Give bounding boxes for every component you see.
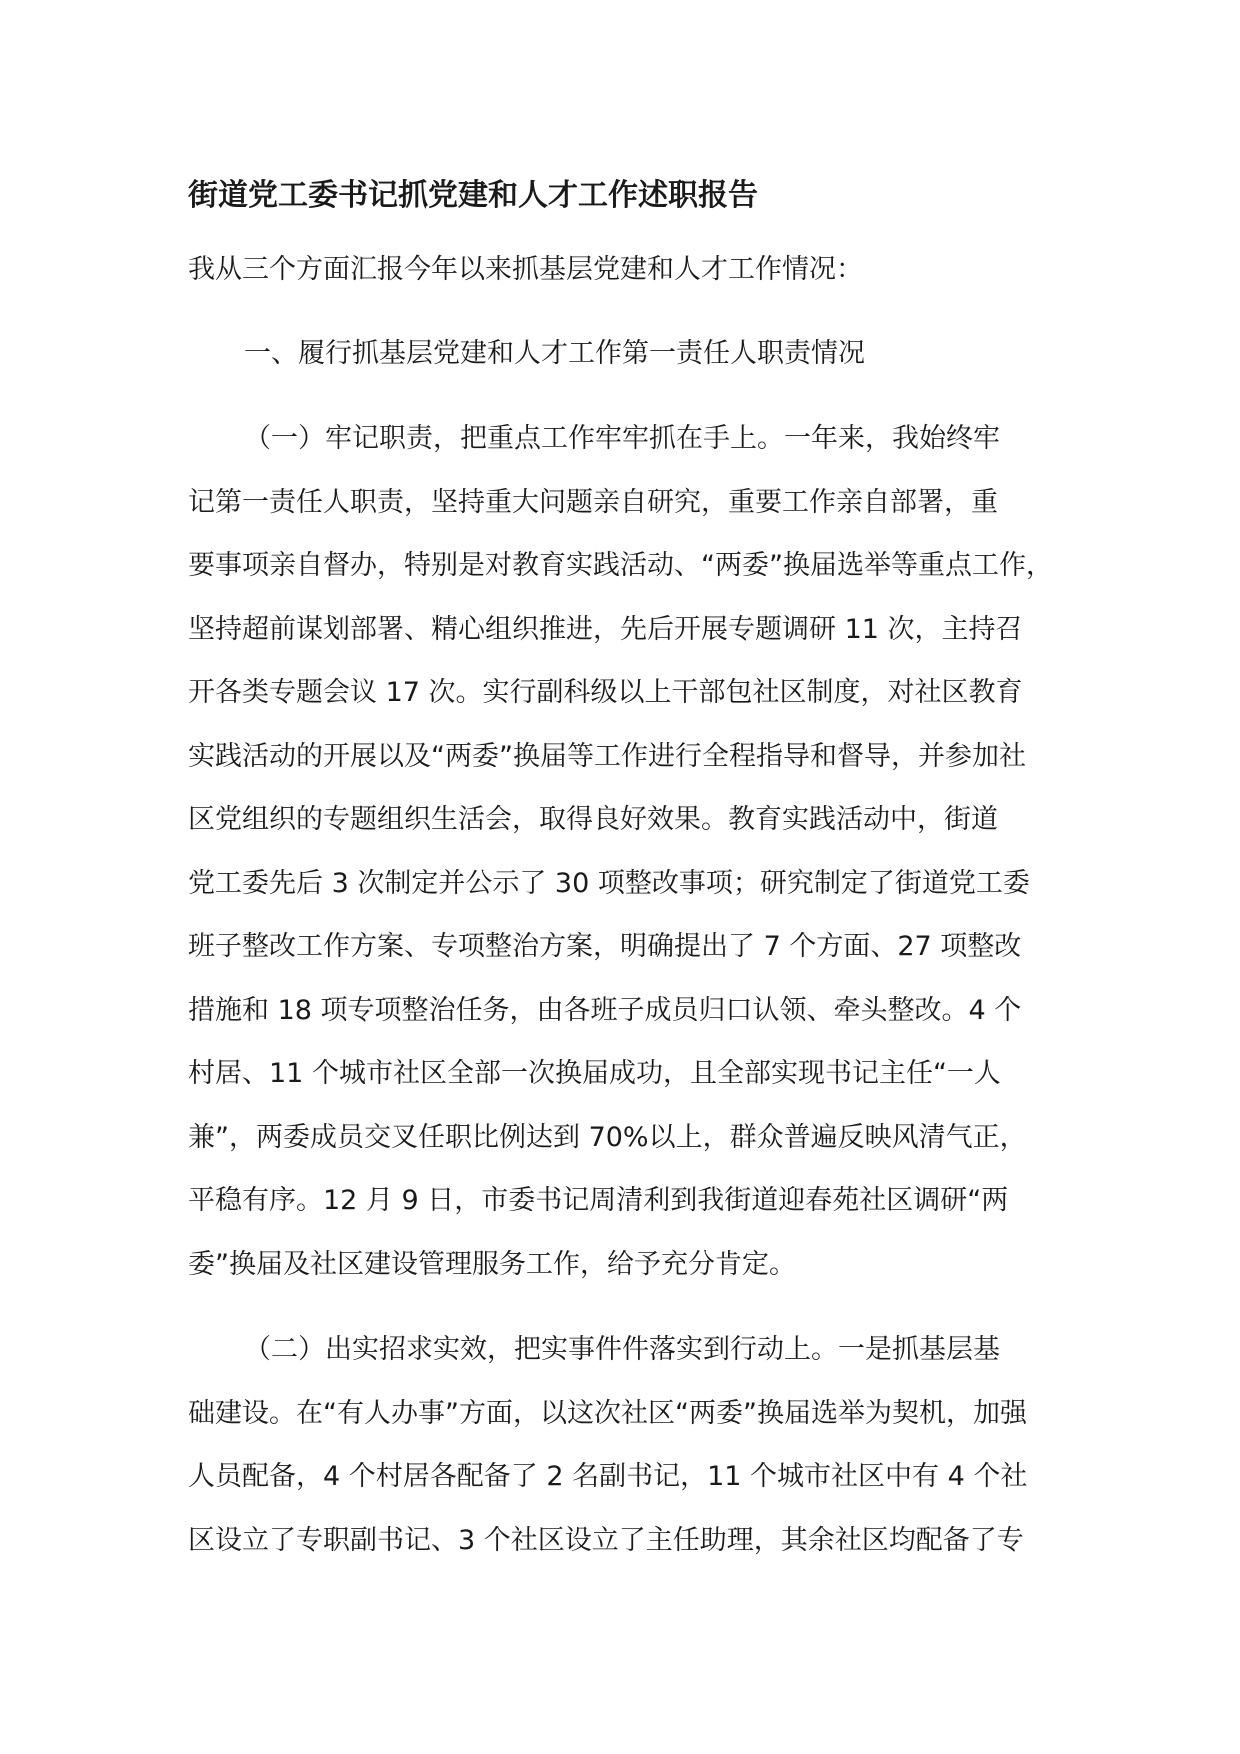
paragraph-line: 班子整改工作方案、专项整治方案，明确提出了 7 个方面、27 项整改 — [188, 931, 1022, 962]
paragraph-1 — [188, 407, 1080, 1296]
section-heading: 一、履行抓基层党建和人才工作第一责任人职责情况 — [244, 337, 865, 369]
paragraph-line: 开各类专题会议 17 次。实行副科级以上干部包社区制度，对社区教育 — [188, 677, 1023, 708]
paragraph-line: 础建设。在“有人办事”方面，以这次社区“两委”换届选举为契机，加强 — [188, 1397, 1027, 1429]
paragraph-line: 坚持超前谋划部署、精心组织推进，先后开展专题调研 11 次，主持召 — [188, 613, 1023, 645]
paragraph-line: 村居、11 个城市社区全部一次换届成功，且全部实现书记主任“一人 — [188, 1058, 1001, 1089]
paragraph-line: 党工委先后 3 次制定并公示了 30 项整改事项；研究制定了街道党工委 — [188, 867, 1030, 899]
document-title: 街道党工委书记抓党建和人才工作述职报告 — [188, 178, 758, 213]
paragraph-line: 委”换届及社区建设管理服务工作，给予充分肯定。 — [188, 1248, 796, 1280]
paragraph-line: （二）出实招求实效，把实事件件落实到行动上。一是抓基层基 — [244, 1334, 1000, 1365]
paragraph-line: 实践活动的开展以及“两委”换届等工作进行全程指导和督导，并参加社 — [188, 740, 1026, 772]
paragraph-line: 区设立了专职副书记、3 个社区设立了主任助理，其余社区均配备了专 — [188, 1524, 1024, 1556]
paragraph-line: 兼”，两委成员交叉任职比例达到 70%以上，群众普遍反映风清气正， — [188, 1121, 1027, 1153]
intro-paragraph: 我从三个方面汇报今年以来抓基层党建和人才工作情况： — [188, 254, 863, 285]
document-body — [188, 172, 1080, 1572]
paragraph-line: （一）牢记职责，把重点工作牢牢抓在手上。一年来，我始终牢 — [244, 423, 1000, 454]
paragraph-line: 人员配备，4 个村居各配备了 2 名副书记，11 个城市社区中有 4 个社 — [188, 1461, 1028, 1492]
paragraph-line: 平稳有序。12 月 9 日，市委书记周清利到我街道迎春苑社区调研“两 — [188, 1185, 1009, 1216]
paragraph-line: 要事项亲自督办，特别是对教育实践活动、“两委”换届选举等重点工作， — [188, 550, 1053, 581]
paragraph-line: 记第一责任人职责，坚持重大问题亲自研究，重要工作亲自部署，重 — [188, 486, 998, 518]
paragraph-line: 措施和 18 项专项整治任务，由各班子成员归口认领、牵头整改。4 个 — [188, 994, 1022, 1026]
paragraph-2 — [188, 1318, 1080, 1572]
paragraph-gap — [188, 385, 1080, 407]
paragraph-gap — [188, 1296, 1080, 1318]
paragraph-line: 区党组织的专题组织生活会，取得良好效果。教育实践活动中，街道 — [188, 804, 998, 835]
